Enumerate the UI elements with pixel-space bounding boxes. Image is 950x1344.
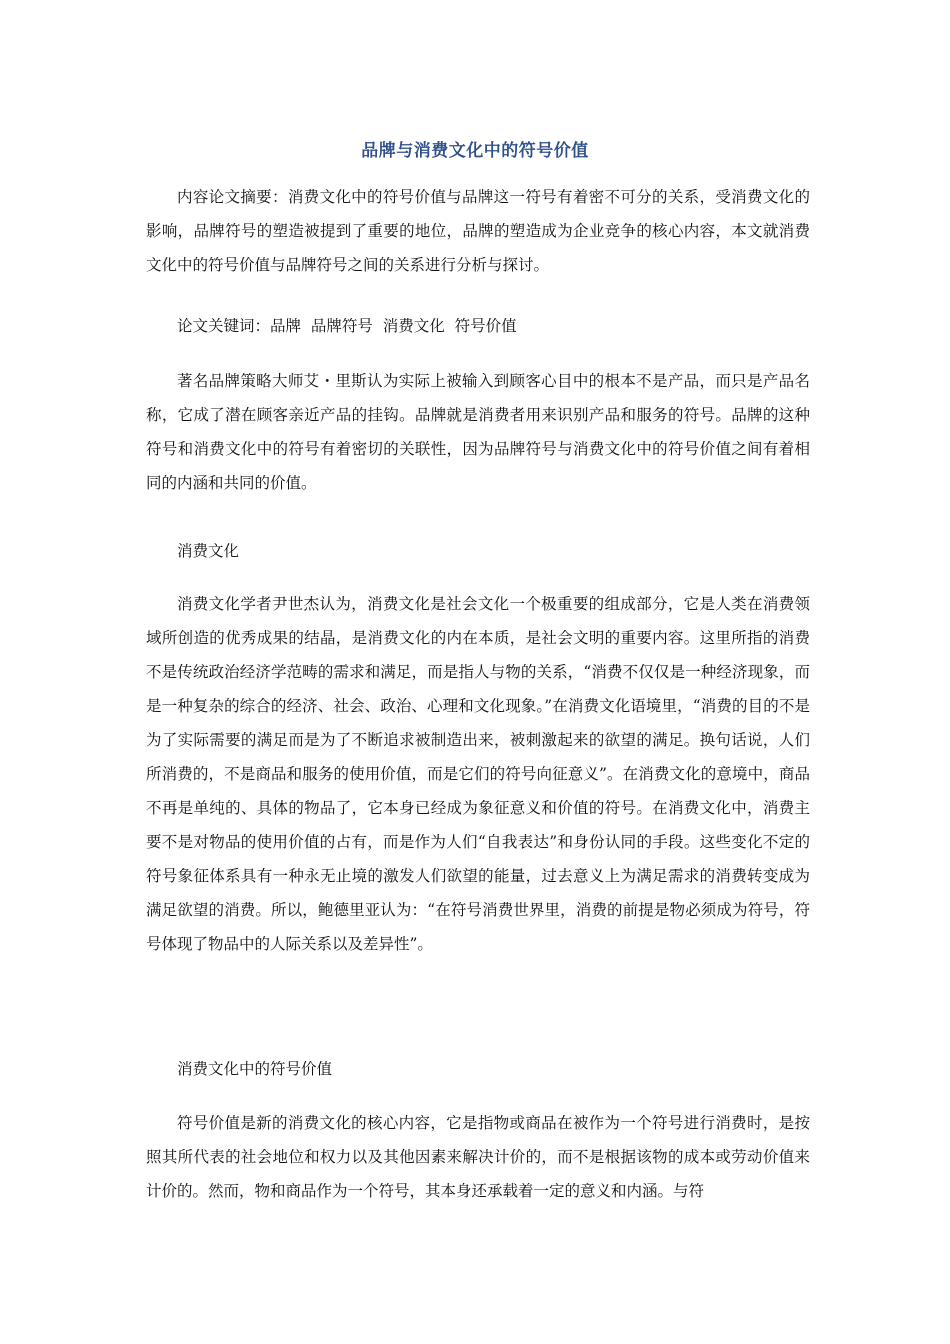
document-title: 品牌与消费文化中的符号价值: [361, 141, 589, 161]
intro-paragraph: 著名品牌策略大师艾・里斯认为实际上被输入到顾客心目中的根本不是产品，而只是产品名称，它成了潜在顾客亲近产品的挂钩。品牌就是消费者用来识别产品和服务的符号。品牌的这种符号和消费文化中的符号有着密切的关联性，因为品牌符号与消费文化中的符号价值之间有着相同的内涵和共同的价值。: [146, 372, 810, 492]
consumer-culture-paragraph: 消费文化学者尹世杰认为，消费文化是社会文化一个极重要的组成部分，它是人类在消费领域所创造的优秀成果的结晶，是消费文化的内在本质，是社会文明的重要内容。这里所指的消费不是传统政治经济学范畴的需求和满足，而是指人与物的关系，“消费不仅仅是一种经济现象，而是一种复杂的综合的经济、社会、政治、心理和文化现象。”在消费文化语境里，“消费的目的不是为了实际需要的满足而是为了不断追求被制造出来，被刺激起来的欲望的满足。换句话说，人们所消费的，不是商品和服务的使用价值，而是它们的符号向征意义”。在消费文化的意境中，商品不再是单纯的、具体的物品了，它本身已经成为象征意义和价值的符号。在消费文化中，消费主要不是对物品的使用价值的占有，而是作为人们“自我表达”和身份认同的手段。这些变化不定的符号象征体系具有一种永无止境的激发人们欲望的能量，过去意义上为满足需求的消费转变成为满足欲望的消费。所以，鲍德里亚认为：“在符号消费世界里，消费的前提是物必须成为符号，符号体现了物品中的人际关系以及差异性”。: [146, 595, 810, 953]
keywords-paragraph: 论文关键词：品牌 品牌符号 消费文化 符号价值: [177, 317, 517, 335]
section-heading-consumer-culture: 消费文化: [177, 542, 240, 560]
section-heading-sign-value: 消费文化中的符号价值: [177, 1060, 333, 1078]
abstract-paragraph: 内容论文摘要：消费文化中的符号价值与品牌这一符号有着密不可分的关系，受消费文化的影响，品牌符号的塑造被提到了重要的地位，品牌的塑造成为企业竞争的核心内容，本文就消费文化中的符号价值与品牌符号之间的关系进行分析与探讨。: [146, 188, 810, 274]
sign-value-paragraph: 符号价值是新的消费文化的核心内容，它是指物或商品在被作为一个符号进行消费时，是按照其所代表的社会地位和权力以及其他因素来解决计价的，而不是根据该物的成本或劳动价值来计价的。然而，物和商品作为一个符号，其本身还承载着一定的意义和内涵。与符: [146, 1114, 810, 1200]
